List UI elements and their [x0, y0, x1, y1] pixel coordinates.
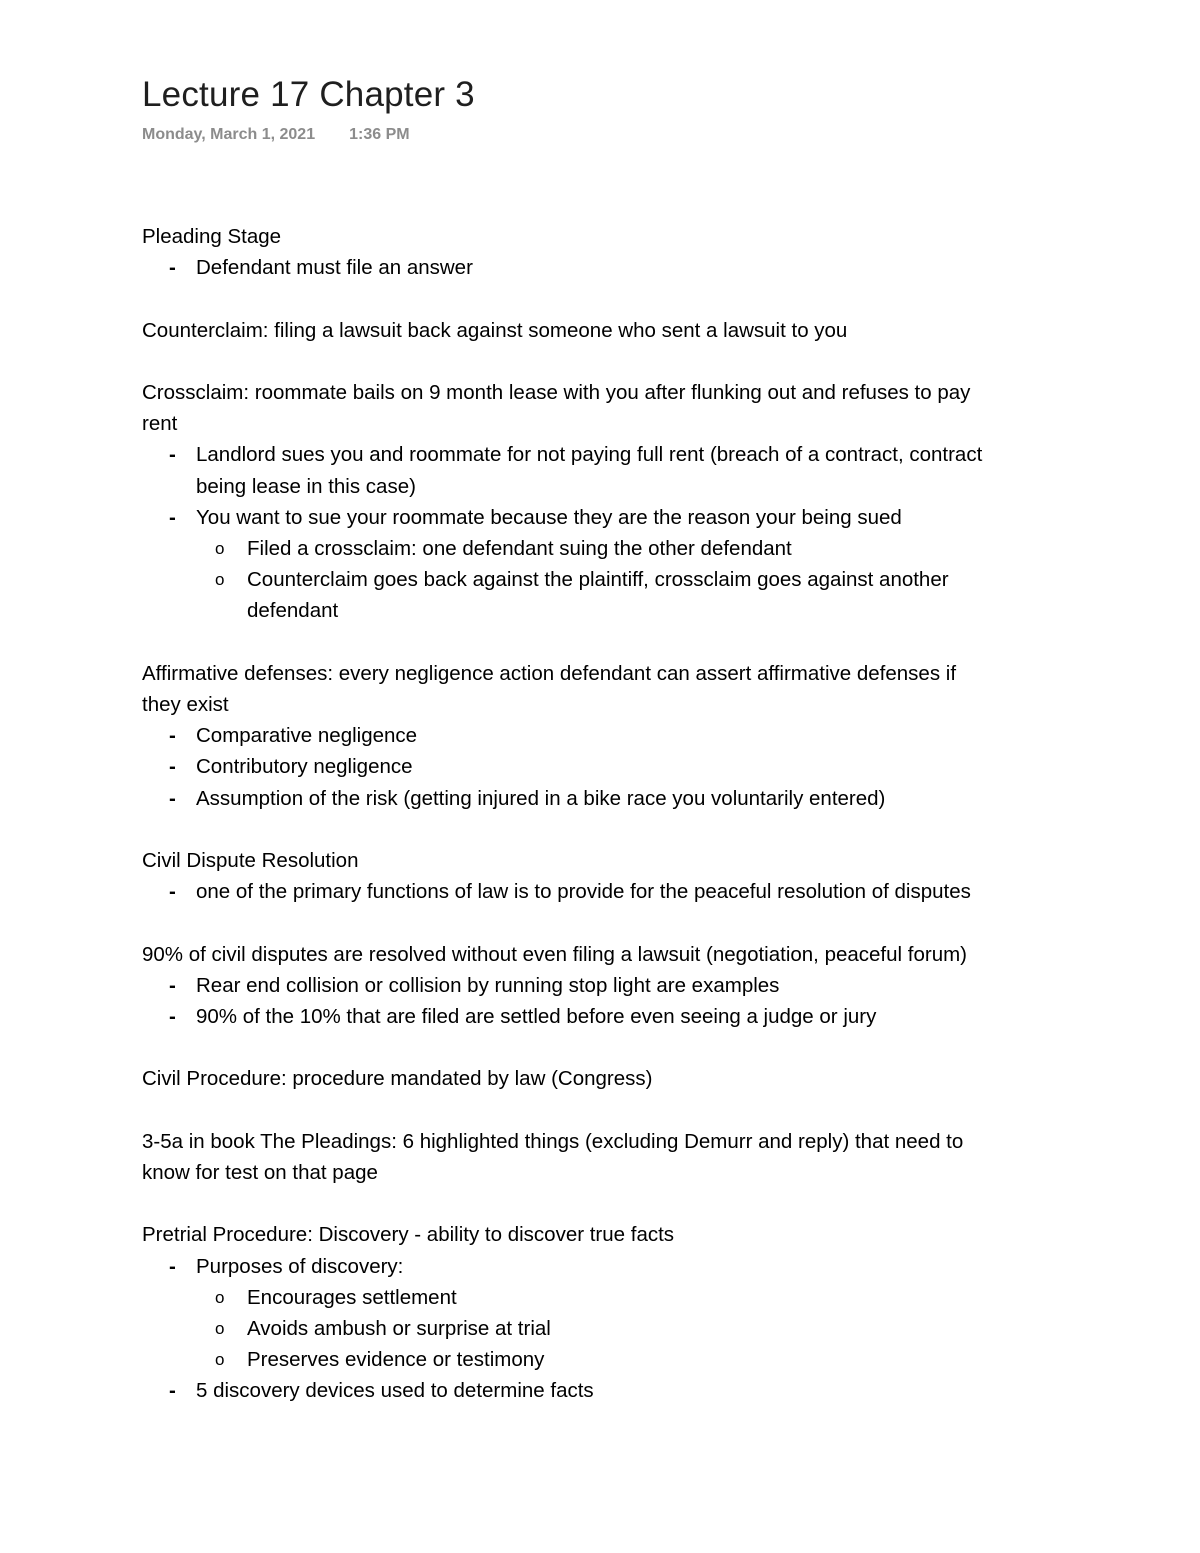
book-note-cont: know for test on that page: [142, 1160, 378, 1184]
list-item: [142, 876, 1122, 907]
list-item: [142, 439, 1122, 470]
sub-list-item: [142, 1344, 1122, 1375]
list-item: [142, 252, 1122, 283]
dash-bullet: -: [169, 1005, 176, 1028]
note-date: Monday, March 1, 2021: [142, 126, 316, 143]
crossclaim-heading-cont: rent: [142, 412, 178, 436]
sub-list-item-text: Encourages settlement: [247, 1285, 457, 1309]
dash-bullet: -: [169, 443, 176, 467]
list-item-text: one of the primary functions of law is to provide for the peaceful resolution of disputes: [196, 880, 971, 904]
list-item-cont: being lease in this case): [196, 474, 416, 498]
list-item-text: You want to sue your roommate because they are the reason your being sued: [196, 505, 902, 529]
note-body: [142, 221, 1122, 1407]
list-item-text: Comparative negligence: [196, 724, 418, 748]
crossclaim-heading: Crossclaim: roommate bails on 9 month lease with you after flunking out and refuses to pay: [142, 380, 971, 404]
list-item-text: Defendant must file an answer: [196, 256, 473, 280]
sub-list-item-text: Avoids ambush or surprise at trial: [247, 1316, 551, 1340]
note-timestamp: [142, 124, 1122, 146]
sub-list-item: [142, 564, 1122, 595]
affirmative-heading: Affirmative defenses: every negligence action defendant can assert affirmative defenses if: [142, 661, 957, 685]
circle-bullet: o: [215, 539, 225, 558]
list-item-text: Contributory negligence: [196, 755, 413, 779]
sub-list-item-cont: defendant: [247, 599, 339, 623]
dash-bullet: -: [169, 880, 176, 904]
dash-bullet: -: [169, 724, 176, 748]
list-item-text: 5 discovery devices used to determine facts: [196, 1379, 594, 1403]
list-item: [142, 1001, 1122, 1032]
affirmative-heading-cont: they exist: [142, 693, 229, 716]
list-item: [142, 720, 1122, 751]
list-item: [142, 783, 1122, 814]
list-item-text: Landlord sues you and roommate for not paying full rent (breach of a contract, contract: [196, 443, 983, 467]
counterclaim-text: Counterclaim: filing a lawsuit back against someone who sent a lawsuit to you: [142, 318, 848, 342]
circle-bullet: o: [215, 570, 225, 590]
note-page: [142, 72, 1122, 1407]
circle-bullet: o: [215, 1350, 225, 1370]
dash-bullet: -: [169, 256, 176, 280]
list-item-text: Rear end collision or collision by running stop light are examples: [196, 973, 780, 997]
sub-list-item: [142, 1282, 1122, 1313]
list-item-text: 90% of the 10% that are filed are settled before even seeing a judge or jury: [196, 1005, 877, 1028]
dash-bullet: -: [169, 505, 176, 529]
ninety-percent-heading: 90% of civil disputes are resolved without even filing a lawsuit (negotiation, peaceful forum): [142, 942, 967, 966]
list-item: [142, 751, 1122, 782]
pretrial-heading: Pretrial Procedure: Discovery - ability to discover true facts: [142, 1223, 675, 1247]
list-item-text: Purposes of discovery:: [196, 1254, 404, 1278]
civil-procedure-text: Civil Procedure: procedure mandated by law (Congress): [142, 1067, 653, 1091]
dash-bullet: -: [169, 1254, 176, 1278]
list-item: [142, 1375, 1122, 1406]
dash-bullet: -: [169, 973, 176, 997]
sub-list-item: [142, 1313, 1122, 1344]
circle-bullet: o: [215, 1287, 225, 1307]
dash-bullet: -: [169, 1379, 176, 1403]
list-item-text: Assumption of the risk (getting injured in a bike race you voluntarily entered): [196, 786, 886, 810]
dash-bullet: -: [169, 786, 176, 810]
book-note: 3-5a in book The Pleadings: 6 highlighted things (excluding Demurr and reply) that need to: [142, 1129, 964, 1153]
sub-list-item: [142, 533, 1122, 564]
pleading-heading: Pleading Stage: [142, 225, 282, 248]
list-item: [142, 970, 1122, 1001]
page-title: Lecture 17 Chapter 3: [142, 75, 475, 114]
sub-list-item-text: Filed a crossclaim: one defendant suing the other defendant: [247, 537, 792, 560]
list-item: [142, 502, 1122, 533]
sub-list-item-text: Counterclaim goes back against the plaintiff, crossclaim goes against another: [247, 568, 949, 592]
sub-list-item-text: Preserves evidence or testimony: [247, 1348, 545, 1372]
civil-dispute-heading: Civil Dispute Resolution: [142, 849, 359, 872]
note-time: 1:36 PM: [349, 126, 410, 143]
list-item: [142, 1251, 1122, 1282]
circle-bullet: o: [215, 1318, 225, 1338]
dash-bullet: -: [169, 755, 176, 779]
